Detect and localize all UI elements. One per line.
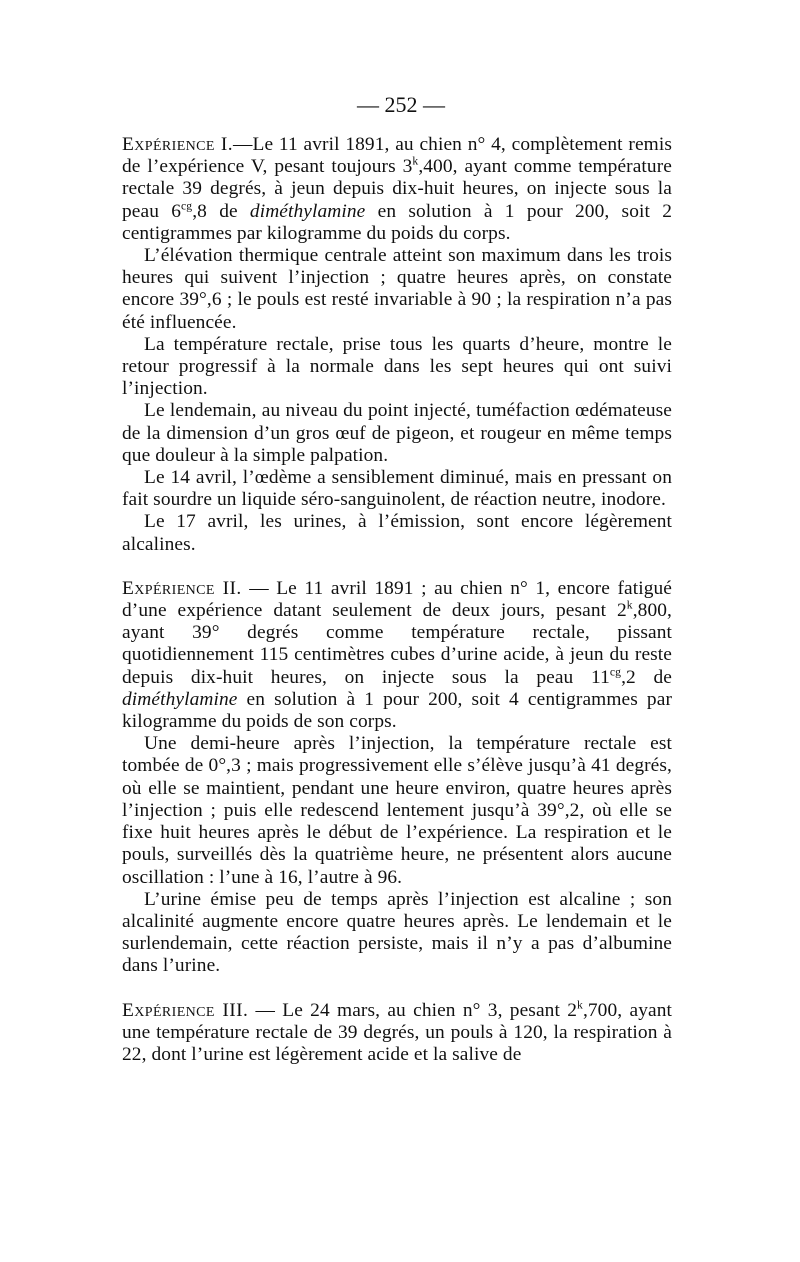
italic-term: diméthylamine — [122, 688, 238, 710]
paragraph — [122, 889, 672, 978]
paragraph — [122, 334, 672, 401]
experience-section — [122, 578, 672, 978]
unit-superscript: k — [626, 598, 633, 612]
text-run: ,400, ayant comme température rectale 39 degrés, à jeun depuis dix-huit heures, on injecte sous la peau 6 — [122, 156, 672, 222]
experience-title: Expérience III. — [122, 999, 249, 1021]
text-run: L’élévation thermique centrale atteint son maximum dans les trois heures qui suivent l’injection ; quatre heures après, on constate encore 39°,6 ; le pouls est resté invariable à 90 ; la respiration n’a pas été influencée. — [122, 245, 672, 333]
text-run: —Le 11 avril 1891, au chien n° 4, complètement remis de l’expérience V, pesant toujours 3 — [122, 134, 672, 178]
text-run: ,800, ayant 39° degrés comme température rectale, pissant quotidiennement 115 centimètres cubes d’urine acide, à jeun du reste depuis dix-huit heures, on injecte sous la peau 11 — [122, 600, 672, 688]
section-gap — [122, 556, 672, 578]
text-run: Le lendemain, au niveau du point injecté, tuméfaction œdémateuse de la dimension d’un gros œuf de pigeon, et rougeur en même temps que douleur à la simple palpation. — [122, 400, 672, 466]
experience-title: Expérience II. — [122, 577, 242, 599]
paragraph — [122, 245, 672, 334]
unit-superscript: cg — [181, 199, 193, 213]
unit-superscript: cg — [609, 665, 622, 679]
text-run: en solution à 1 pour 200, soit 4 centigrammes par kilogramme du poids de son corps. — [122, 688, 672, 733]
text-run: ,2 de — [621, 666, 672, 688]
text-run: Le 17 avril, les urines, à l’émission, sont encore légèrement alcalines. — [122, 511, 672, 555]
experience-section — [122, 134, 672, 556]
italic-term: diméthylamine — [249, 200, 366, 222]
text-run: ,8 de — [192, 200, 250, 222]
experience-heading-paragraph — [122, 997, 672, 1067]
text-run: Le 14 avril, l’œdème a sensiblement diminué, mais en pressant on fait sourdre un liquide séro-sanguinolent, de réaction neutre, inodore. — [122, 467, 672, 511]
paragraph — [122, 467, 672, 511]
section-gap — [122, 978, 672, 1000]
experience-section — [122, 997, 672, 1067]
text-run: L’urine émise peu de temps après l’injection est alcaline ; son alcalinité augmente encore quatre heures après. Le lendemain et le surlendemain, cette réaction persiste, mais il n’y a pas d’albumine dans l’urine. — [122, 888, 672, 977]
unit-superscript: k — [577, 997, 583, 1011]
paragraph — [122, 511, 672, 555]
page-number: — 252 — — [357, 92, 445, 117]
paragraph — [122, 400, 672, 467]
unit-superscript: k — [412, 154, 419, 168]
text-run: — Le 24 mars, au chien n° 3, pesant 2 — [248, 999, 578, 1021]
body-text — [122, 134, 672, 1066]
text-run: en solution à 1 pour 200, soit 2 centigrammes par kilogramme du poids du corps. — [122, 200, 672, 244]
text-run: Une demi-heure après l’injection, la température rectale est tombée de 0°,3 ; mais progressivement elle s’élève jusqu’à 41 degrés, où elle se maintient, pendant une heure environ, quatre heures après l’injection ; puis elle redescend lentement jusqu’à 39°,2, où elle se fixe huit heures après le début de l’expérience. La respiration et le pouls, surveillés dès la quatrième heure, ne présentent alors aucune oscillation : l’une à 16, l’autre à 96. — [122, 733, 672, 888]
experience-title: Expérience I. — [122, 134, 234, 155]
text-run: La température rectale, prise tous les quarts d’heure, montre le retour progressif à la normale dans les sept heures qui ont suivi l’injection. — [122, 333, 672, 400]
experience-heading-paragraph — [122, 134, 672, 245]
paragraph — [122, 733, 672, 888]
experience-heading-paragraph — [122, 578, 672, 733]
text-run: — Le 11 avril 1891 ; au chien n° 1, encore fatigué d’une expérience datant seulement de deux jours, pesant 2 — [122, 577, 672, 622]
text-run: ,700, ayant une température rectale de 39 degrés, un pouls à 120, la respiration à 22, dont l’urine est légèrement acide et la salive de — [122, 999, 672, 1065]
